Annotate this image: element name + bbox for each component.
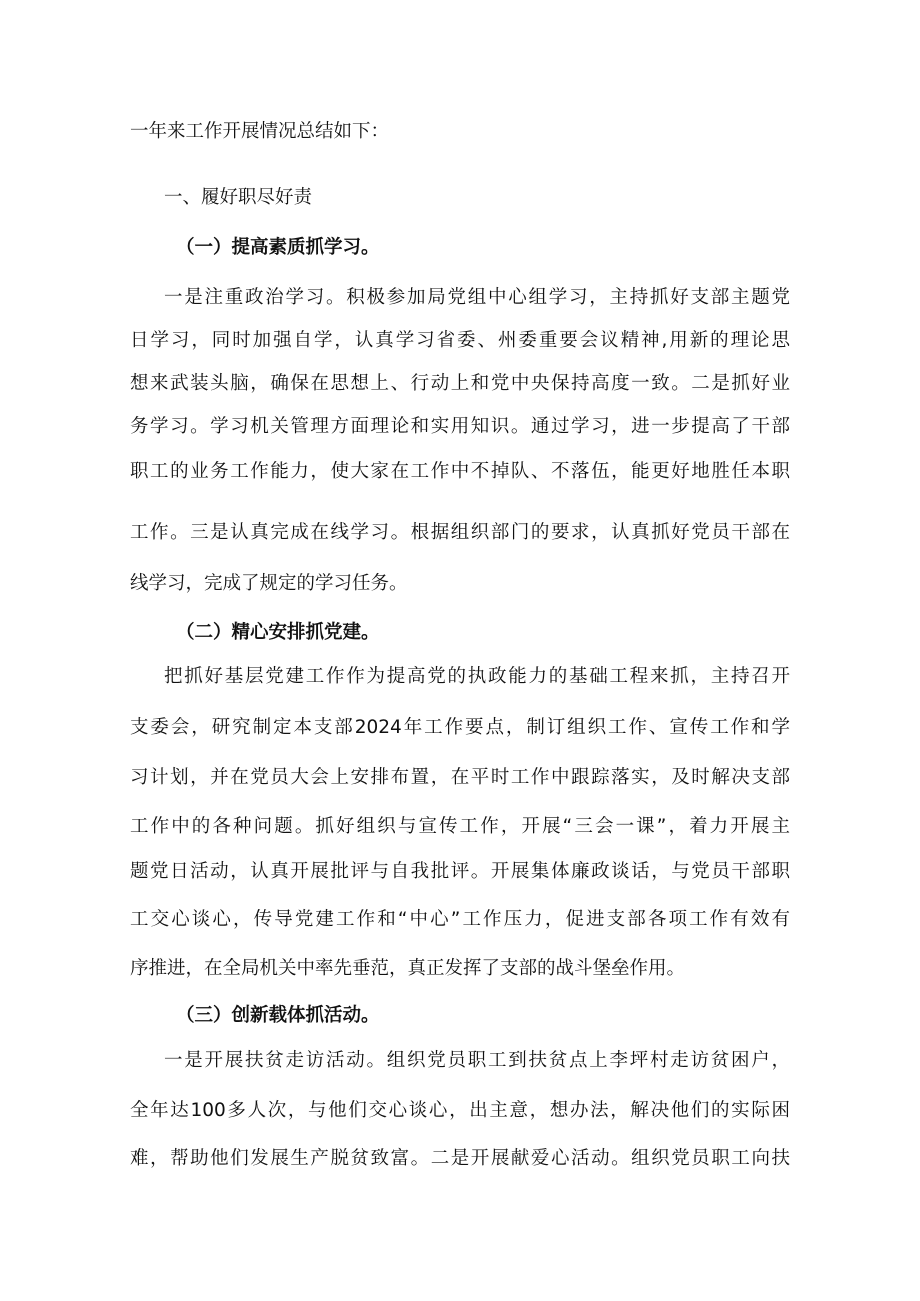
paragraph-line: 全年达100多人次，与他们交心谈心，出主意，想办法，解决他们的实际困 — [130, 1100, 790, 1121]
subsection-heading-1: （一）提高素质抓学习。 — [176, 237, 380, 258]
paragraph-line: 工交心谈心，传导党建工作和“中心”工作压力，促进支部各项工作有效有 — [130, 909, 790, 930]
section-title: 一、履好职尽好责 — [164, 187, 313, 208]
paragraph-line: 职工的业务工作能力，使大家在工作中不掉队、不落伍，能更好地胜任本职 — [130, 461, 790, 482]
paragraph-line: 工作。三是认真完成在线学习。根据组织部门的要求，认真抓好党员干部在 — [130, 522, 790, 543]
paragraph-line: 工作中的各种问题。抓好组织与宣传工作，开展“三会一课”，着力开展主 — [130, 816, 790, 837]
paragraph-line: 日学习，同时加强自学，认真学习省委、州委重要会议精神,用新的理论思 — [130, 330, 790, 351]
paragraph-line: 务学习。学习机关管理方面理论和实用知识。通过学习，进一步提高了干部 — [130, 416, 790, 437]
subsection-heading-2: （二）精心安排抓党建。 — [176, 622, 380, 643]
paragraph-line: 序推进，在全局机关中率先垂范，真正发挥了支部的战斗堡垒作用。 — [130, 958, 686, 979]
paragraph-line: 一是开展扶贫走访活动。组织党员职工到扶贫点上李坪村走访贫困户， — [164, 1050, 790, 1071]
paragraph-line: 难，帮助他们发展生产脱贫致富。二是开展献爱心活动。组织党员职工向扶 — [130, 1148, 790, 1169]
paragraph-line: 一是注重政治学习。积极参加局党组中心组学习，主持抓好支部主题党 — [164, 287, 790, 308]
paragraph-line: 线学习，完成了规定的学习任务。 — [130, 573, 408, 594]
intro-line: 一年来工作开展情况总结如下： — [130, 121, 390, 142]
paragraph-line: 支委会，研究制定本支部2024年工作要点，制订组织工作、宣传工作和学 — [130, 717, 790, 738]
subsection-heading-3: （三）创新载体抓活动。 — [176, 1005, 380, 1026]
paragraph-line: 习计划，并在党员大会上安排布置，在平时工作中跟踪落实，及时解决支部 — [130, 767, 790, 788]
paragraph-line: 把抓好基层党建工作作为提高党的执政能力的基础工程来抓，主持召开 — [164, 666, 790, 687]
paragraph-line: 题党日活动，认真开展批评与自我批评。开展集体廉政谈话，与党员干部职 — [130, 861, 790, 882]
paragraph-line: 想来武装头脑，确保在思想上、行动上和党中央保持高度一致。二是抓好业 — [130, 373, 790, 394]
